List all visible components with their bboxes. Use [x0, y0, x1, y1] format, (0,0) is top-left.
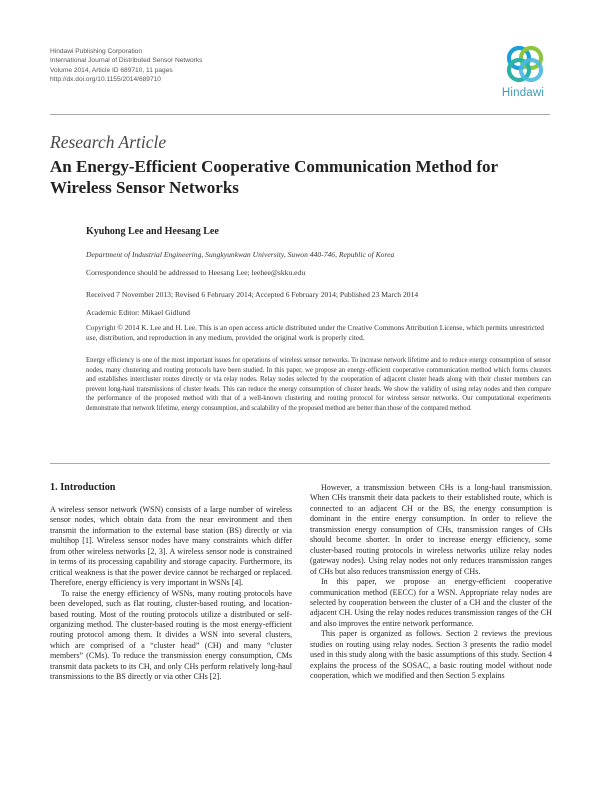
paragraph: However, a transmission between CHs is a long-haul transmission. When CHs transmit their data packets to their established route, which is connected to an adjacent CH or the BS, the energy consumption is dominant in the entire energy consumption. In order to relieve the transmission energy consumption of CHs, transmission ranges of CHs should become shorter. In order to increase energy efficiency, some cluster-based routing protocols in wireless networks utilize relay nodes (gateway nodes). Using relay nodes not only reduces transmission ranges of CHs but also reduces transmission energy of CHs. [310, 483, 552, 576]
authors: Kyuhong Lee and Heesang Lee [86, 226, 219, 237]
volume-info: Volume 2014, Article ID 689710, 11 pages [50, 66, 173, 74]
article-type: Research Article [50, 132, 167, 152]
article-dates: Received 7 November 2013; Revised 6 February 2014; Accepted 6 February 2014; Published 23 March 2014 [86, 290, 419, 299]
paragraph: To raise the energy efficiency of WSNs, many routing protocols have been developed, such as flat routing, cluster-based routing, and location-based routing. Most of the routing protocols utilize a distributed or self-organizing method. The cluster-based routing is the most energy-efficient routing protocol among them. It divides a WSN into several clusters, which are comprised of a “cluster head” (CH) and many “cluster members” (CMs). To reduce the transmission energy consumption, CMs transmit data packets to its CH, and only CHs perform relatively long-haul transmissions to the BS directly or via other CHs [2]. [50, 588, 292, 682]
abstract-divider [50, 463, 550, 464]
article-title: An Energy-Efficient Cooperative Communication Method for Wireless Sensor Networks [50, 157, 498, 197]
body-column-left [50, 505, 292, 683]
correspondence: Correspondence should be addressed to Heesang Lee; leehee@skku.edu [86, 268, 306, 277]
publisher-name: Hindawi Publishing Corporation [50, 48, 142, 55]
doi-link[interactable]: http://dx.doi.org/10.1155/2014/689710 [50, 75, 161, 83]
header-divider [50, 114, 550, 115]
section-heading: 1. Introduction [50, 482, 116, 493]
academic-editor: Academic Editor: Mikael Gidlund [86, 308, 190, 317]
paragraph: In this paper, we propose an energy-efficient cooperative communication method (EECC) for a WSN. Appropriate relay nodes are selected by cooperation between the cluster of a CH and the cluster of the adjacent CH. Using the relay nodes reduces transmission ranges of the CH and also improves the entire network performance. [310, 577, 552, 628]
paragraph: A wireless sensor network (WSN) consists of a large number of wireless sensor nodes, which obtain data from the near environment and then transmit the information to the external base station (BS) directly or via multihop [1]. Wireless sensor nodes have many constraints which differ from other wireless networks [2, 3]. A wireless sensor node is constrained in terms of its processing capability and storage capacity. Furthermore, its critical weakness is that the power device cannot be recharged or replaced. Therefore, energy efficiency is very important in WSNs [4]. [50, 505, 292, 588]
abstract: Energy efficiency is one of the most important issues for operations of wireless sensor networks. To increase network lifetime and to reduce energy consumption of sensor nodes, many clustering and routing protocols have been studied. In this paper, we propose an energy-efficient cooperative communication method which forms clusters and establishes intercluster routes directly or via relay nodes. Relay nodes selected by the cooperation of adjacent cluster heads along with their cluster members can prevent long-haul transmissions of cluster heads. This can reduce the energy consumption of cluster heads. We show the validity of using relay nodes and then compare the performance of the proposed method with that of a well-known clustering and routing protocol for wireless sensor networks. Our computational experiments demonstrate that network lifetime, energy consumption, and scalability of the proposed method are better than those of the compared method. [86, 357, 551, 412]
hindawi-logo-text: Hindawi [501, 87, 545, 99]
hindawi-logo-icon [504, 44, 546, 84]
journal-header [50, 47, 202, 84]
journal-name: International Journal of Distributed Sensor Networks [50, 57, 203, 65]
copyright-notice: Copyright © 2014 K. Lee and H. Lee. This is an open access article distributed under the Creative Commons Attribution License, which permits unrestricted use, distribution, and reproduction in any medium, provided the original work is properly cited. [86, 323, 544, 343]
body-column-right [310, 483, 552, 682]
paragraph: This paper is organized as follows. Section 2 reviews the previous studies on routing using relay nodes. Section 3 presents the radio model used in this study along with the basic assumptions of this study. Section 4 explains the process of the SOSAC, a basic routing model without node cooperation, which we modified and then Section 5 explains [310, 629, 552, 681]
hindawi-logo [494, 44, 558, 104]
affiliation: Department of Industrial Engineering, Sungkyunkwan University, Suwon 440-746, Republic of Korea [86, 250, 395, 259]
